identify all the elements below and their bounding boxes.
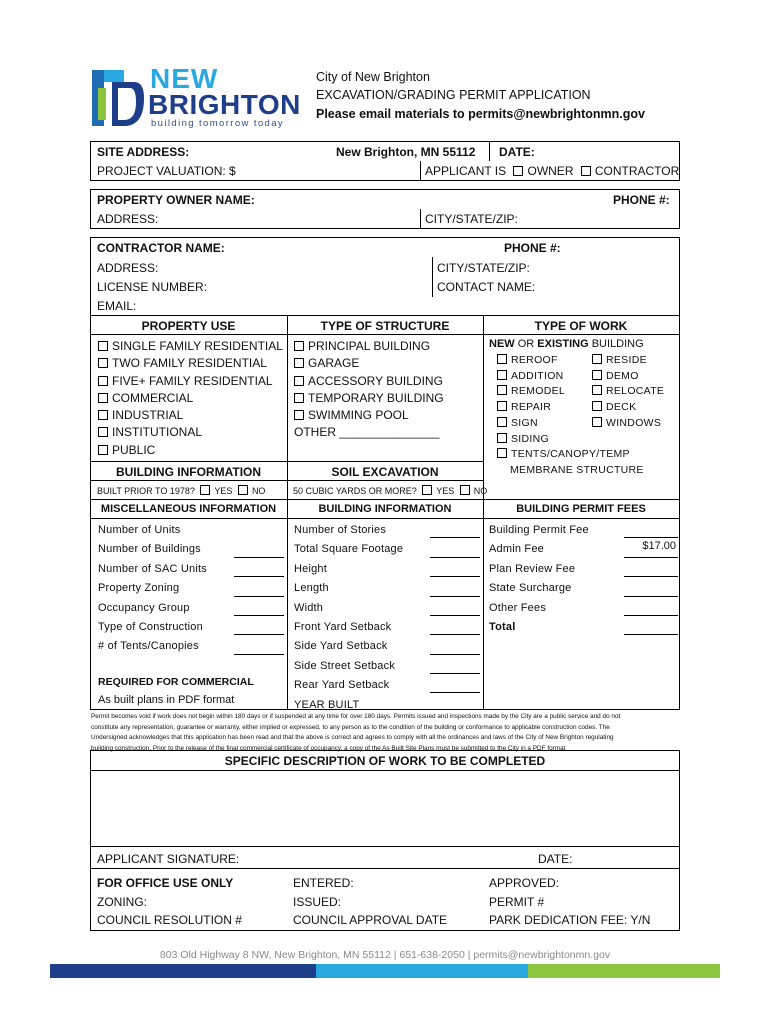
checkbox-icon[interactable] (497, 370, 507, 380)
structure-item[interactable]: SWIMMING POOL (294, 407, 444, 424)
fees-title: BUILDING PERMIT FEES (516, 503, 646, 515)
office-permit: PERMIT # (489, 895, 545, 909)
header-city: City of New Brighton (316, 70, 430, 84)
site-date-label: DATE: (499, 145, 535, 159)
work-item[interactable]: SIDING (497, 432, 644, 448)
fee-field-line[interactable] (624, 596, 678, 597)
office-council-approval: COUNCIL APPROVAL DATE (293, 913, 448, 927)
work-new-existing: NEW OR EXISTING BUILDING (489, 338, 644, 350)
work-item[interactable]: TENTS/CANOPY/TEMP (497, 447, 644, 463)
fee-item: Other Fees (489, 601, 547, 614)
property-use-item[interactable]: TWO FAMILY RESIDENTIAL (98, 355, 283, 372)
nb-logo-icon (90, 66, 146, 130)
structure-list (294, 338, 444, 442)
property-use-title: PROPERTY USE (141, 319, 236, 333)
checkbox-icon[interactable] (294, 341, 304, 351)
owner-phone-label: PHONE #: (613, 193, 670, 207)
fine-print-line: Permit becomes void if work does not begin within 180 days or if suspended at any time for over 180 days. Permits issued and inspections made by the City are a public service and do not (91, 713, 621, 720)
checkbox-icon[interactable] (592, 370, 602, 380)
logo-word-brighton: BRIGHTON (148, 89, 301, 120)
work-item[interactable]: DEMO (592, 369, 664, 385)
work-item[interactable]: SIGN (497, 416, 644, 432)
checkbox-icon[interactable] (497, 354, 507, 364)
bldg2-field-line[interactable] (430, 615, 480, 616)
checkbox-icon[interactable] (98, 410, 108, 420)
footer-address: 803 Old Highway 8 NW, New Brighton, MN 55112 | 651-638-2050 | permits@newbrightonmn.gov (159, 949, 611, 961)
checkbox-icon[interactable] (294, 410, 304, 420)
work-title: TYPE OF WORK (534, 319, 628, 333)
office-park-fee: PARK DEDICATION FEE: Y/N (489, 913, 651, 927)
fee-field-line[interactable] (624, 557, 678, 558)
structure-item[interactable]: GARAGE (294, 355, 444, 372)
checkbox-icon[interactable] (294, 358, 304, 368)
logo-tagline: building tomorrow today (151, 118, 285, 129)
work-item[interactable]: RELOCATE (592, 384, 664, 400)
yes-checkbox[interactable] (200, 485, 210, 495)
bldg2-field-line[interactable] (430, 596, 480, 597)
misc-item: # of Tents/Canopies (98, 640, 199, 653)
misc-title: MISCELLANEOUS INFORMATION (100, 503, 277, 515)
fee-item: Building Permit Fee (489, 524, 589, 536)
misc-item: Number of SAC Units (98, 562, 207, 575)
office-council-resolution: COUNCIL RESOLUTION # (97, 913, 242, 927)
fee-item: Admin Fee (489, 543, 544, 556)
work-item[interactable]: REMODEL (497, 384, 644, 400)
bldg2-field-line[interactable] (430, 576, 480, 577)
fee-field-line[interactable] (624, 576, 678, 577)
checkbox-icon[interactable] (98, 445, 108, 455)
checkbox-icon[interactable] (98, 341, 108, 351)
description-title: SPECIFIC DESCRIPTION OF WORK TO BE COMPLETED (224, 754, 546, 768)
building-info-title: BUILDING INFORMATION (115, 465, 262, 479)
bldg2-item: Side Street Setback (294, 659, 396, 672)
checkbox-icon[interactable] (294, 376, 304, 386)
work-item[interactable]: DECK (592, 400, 664, 416)
bldg2-item: Length (294, 582, 329, 595)
bldg2-list (294, 521, 403, 715)
structure-item[interactable]: PRINCIPAL BUILDING (294, 338, 444, 355)
no-checkbox[interactable] (460, 485, 470, 495)
fee-field-line[interactable] (624, 537, 678, 538)
office-issued: ISSUED: (293, 895, 342, 909)
work-membrane: MEMBRANE STRUCTURE (510, 463, 644, 476)
structure-item[interactable]: TEMPORARY BUILDING (294, 390, 444, 407)
property-use-item[interactable]: COMMERCIAL (98, 390, 283, 407)
contractor-city-label: CITY/STATE/ZIP: (437, 261, 530, 275)
misc-field-line[interactable] (234, 576, 284, 577)
applicant-is-row (425, 164, 679, 178)
bldg2-field-line[interactable] (430, 537, 480, 538)
as-built-plans: As built plans in PDF format (98, 694, 235, 706)
no-checkbox[interactable] (238, 485, 248, 495)
misc-field-line[interactable] (234, 634, 284, 635)
misc-item: Occupancy Group (98, 601, 190, 614)
bldg2-item: Rear Yard Setback (294, 679, 390, 692)
structure-other[interactable]: OTHER _______________ (294, 425, 440, 440)
checkbox-icon[interactable] (592, 401, 602, 411)
work-list-right (592, 353, 664, 432)
checkbox-icon[interactable] (98, 393, 108, 403)
bldg2-field-line[interactable] (430, 557, 480, 558)
misc-item: Number of Buildings (98, 543, 201, 556)
property-use-item[interactable]: FIVE+ FAMILY RESIDENTIAL (98, 373, 283, 390)
work-item[interactable]: ADDITION (497, 369, 644, 385)
property-use-item[interactable]: INSTITUTIONAL (98, 424, 283, 441)
bldg2-item: YEAR BUILT (294, 698, 360, 711)
office-title: FOR OFFICE USE ONLY (97, 876, 234, 890)
bldg2-field-line[interactable] (430, 634, 480, 635)
site-city: New Brighton, MN 55112 (336, 145, 476, 159)
logo (90, 63, 301, 130)
required-commercial: REQUIRED FOR COMMERCIAL (98, 676, 254, 688)
misc-item: Number of Units (98, 524, 181, 536)
structure-title: TYPE OF STRUCTURE (320, 319, 450, 333)
bldg2-title: BUILDING INFORMATION (318, 503, 452, 515)
footer-bar-green (528, 964, 720, 978)
checkbox-icon[interactable] (98, 358, 108, 368)
applicant-signature-label: APPLICANT SIGNATURE: (97, 852, 240, 866)
checkbox-icon[interactable] (497, 448, 507, 458)
work-item[interactable]: REROOF (497, 353, 644, 369)
checkbox-icon[interactable] (497, 433, 507, 443)
contractor-name-label: CONTRACTOR NAME: (97, 241, 225, 255)
property-use-item[interactable]: SINGLE FAMILY RESIDENTIAL (98, 338, 283, 355)
property-use-item[interactable]: PUBLIC (98, 442, 283, 459)
work-item[interactable]: WINDOWS (592, 416, 664, 432)
fee-field-line[interactable] (624, 615, 678, 616)
misc-field-line[interactable] (234, 615, 284, 616)
checkbox-icon[interactable] (497, 417, 507, 427)
structure-item[interactable]: ACCESSORY BUILDING (294, 373, 444, 390)
misc-item: Property Zoning (98, 582, 180, 595)
misc-item: Type of Construction (98, 621, 203, 634)
contractor-phone-label: PHONE #: (504, 241, 561, 255)
owner-label: OWNER (527, 164, 574, 178)
office-approved: APPROVED: (489, 876, 560, 890)
bldg2-item: Total Square Footage (294, 543, 404, 556)
footer-bar-cyan (316, 964, 528, 978)
cubic-yards-row: 50 CUBIC YARDS OR MORE? YES NO (293, 486, 488, 496)
work-item[interactable]: RESIDE (592, 353, 664, 369)
bldg2-item: Height (294, 562, 327, 575)
fee-item: State Surcharge (489, 582, 572, 595)
property-use-list (98, 338, 283, 459)
office-entered: ENTERED: (293, 876, 354, 890)
fee-item: Plan Review Fee (489, 562, 576, 575)
misc-list (98, 521, 207, 657)
checkbox-icon[interactable] (497, 385, 507, 395)
contractor-address-label: ADDRESS: (97, 261, 159, 275)
owner-address-label: ADDRESS: (97, 212, 159, 226)
fine-print-line: building construction. Prior to the release of the final commercial certificate of occupancy, a copy of the As Built Site Plans must be submitted to the City in a PDF format (91, 744, 566, 752)
fees-list (489, 521, 589, 637)
signature-date-label: DATE: (538, 852, 573, 866)
property-use-item[interactable]: INDUSTRIAL (98, 407, 283, 424)
bldg2-field-line[interactable] (430, 654, 480, 655)
footer-bar-navy (50, 964, 316, 978)
fee-field-line[interactable] (624, 634, 678, 635)
work-item[interactable]: REPAIR (497, 400, 644, 416)
owner-checkbox[interactable] (513, 166, 523, 176)
soil-title: SOIL EXCAVATION (331, 465, 439, 479)
yes-checkbox[interactable] (422, 485, 432, 495)
contractor-checkbox[interactable] (581, 166, 591, 176)
checkbox-icon[interactable] (592, 354, 602, 364)
admin-fee-value: $17.00 (642, 540, 676, 552)
bldg2-field-line[interactable] (430, 673, 480, 674)
project-valuation-label: PROJECT VALUATION: $ (97, 164, 236, 178)
bldg2-field-line[interactable] (430, 692, 480, 693)
logo-word-new: NEW (150, 63, 219, 94)
site-address-label: SITE ADDRESS: (97, 145, 190, 159)
owner-name-label: PROPERTY OWNER NAME: (97, 193, 255, 207)
contractor-email-label: EMAIL: (97, 299, 137, 313)
misc-field-line[interactable] (234, 596, 284, 597)
checkbox-icon[interactable] (592, 417, 602, 427)
built-prior-row: BUILT PRIOR TO 1978? YES NO (97, 486, 266, 496)
contractor-license-label: LICENSE NUMBER: (97, 280, 208, 294)
checkbox-icon[interactable] (592, 385, 602, 395)
contractor-label: CONTRACTOR (594, 164, 680, 178)
bldg2-item: Front Yard Setback (294, 621, 392, 634)
checkbox-icon[interactable] (98, 427, 108, 437)
checkbox-icon[interactable] (98, 376, 108, 386)
checkbox-icon[interactable] (294, 393, 304, 403)
office-zoning: ZONING: (97, 895, 147, 909)
bldg2-item: Number of Stories (294, 524, 387, 536)
bldg2-item: Side Yard Setback (294, 640, 388, 653)
checkbox-icon[interactable] (497, 401, 507, 411)
fine-print-line: constitute any representation, guarantee or warranty, either implied or expressed, to any person as to the condition of the building or conformance to applicable construction codes. The (91, 723, 610, 731)
misc-field-line[interactable] (234, 654, 284, 655)
header-form-title: EXCAVATION/GRADING PERMIT APPLICATION (316, 88, 591, 102)
applicant-is-label: APPLICANT IS (425, 164, 507, 178)
misc-field-line[interactable] (234, 557, 284, 558)
owner-city-label: CITY/STATE/ZIP: (425, 212, 518, 226)
contractor-contact-label: CONTACT NAME: (437, 280, 536, 294)
header-email-line: Please email materials to permits@newbrightonmn.gov (316, 107, 645, 121)
fee-item: Total (489, 621, 516, 634)
bldg2-item: Width (294, 601, 324, 614)
fine-print-line: Undersigned acknowledges that this application has been read and that the above is correct and agrees to comply with all the ordinances and laws of the City of New Brighton regulating (91, 734, 614, 741)
